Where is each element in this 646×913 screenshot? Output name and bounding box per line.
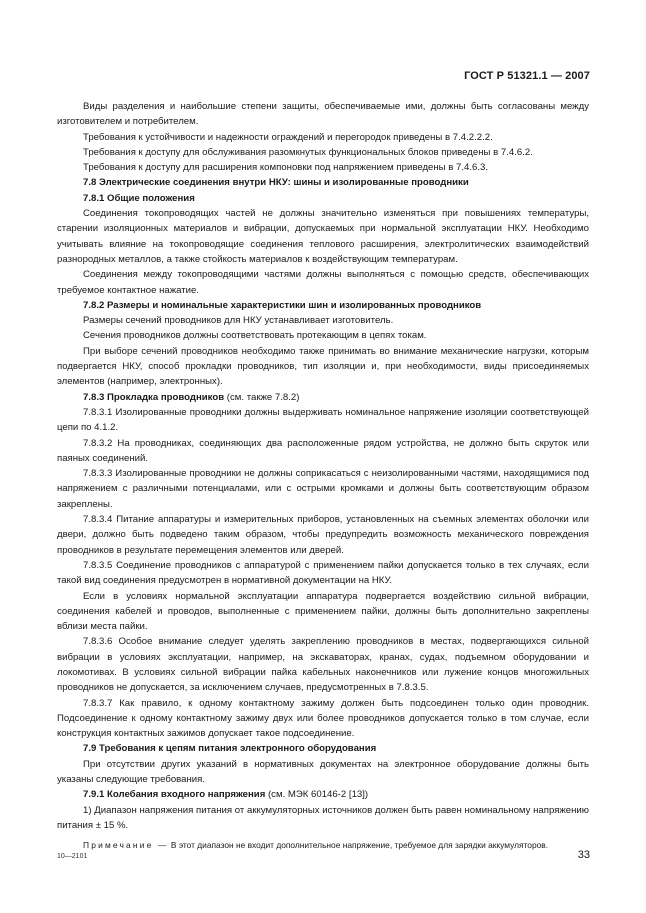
- page-content: [57, 99, 589, 852]
- paragraph: Требования к доступу для расширения компоновки под напряжением приведены в 7.4.6.3.: [83, 162, 488, 174]
- paragraph: 7.8.3.3 Изолированные проводники не должны соприкасаться с неизолированными частями, находящимися под напряжением с различными потенциалами, или с острыми кромками и должны быть соответствующим образом закреплены.: [57, 468, 589, 510]
- section-heading-7-8-1: 7.8.1 Общие положения: [83, 192, 195, 204]
- paragraph: При выборе сечений проводников необходимо также принимать во внимание механические нагрузки, которым подвергается НКУ, способ прокладки проводников, тип изоляции и, при необходимости, виды присоединяемых элементов (например, электронных).: [57, 345, 589, 388]
- paragraph: 1) Диапазон напряжения питания от аккумуляторных источников должен быть равен номинальному напряжению питания ± 15 %.: [57, 804, 589, 831]
- paragraph: Сечения проводников должны соответствовать протекающим в цепях токам.: [83, 330, 427, 342]
- page-number: 33: [577, 849, 590, 861]
- section-heading-7-9: 7.9 Требования к цепям питания электронного оборудования: [83, 743, 377, 755]
- section-heading-7-8-2: 7.8.2 Размеры и номинальные характеристики шин и изолированных проводников: [83, 299, 482, 311]
- heading-reference: (см. МЭК 60146-2 [13]): [265, 789, 369, 801]
- paragraph: 7.8.3.6 Особое внимание следует уделять закреплению проводников в местах, подвергающихся сильной вибрации в условиях эксплуатации, например, на экскаваторах, кранах, судах, подъемном оборудовании и локомотивах. В условиях сильной вибрации пайка кабельных наконечников или лужение концов многожильных проводников не допускается, за исключением случаев, предусмотренных в 7.8.3.5.: [57, 636, 589, 694]
- paragraph: При отсутствии других указаний в нормативных документах на электронное оборудование должны быть указаны следующие требования.: [57, 758, 589, 786]
- note: [57, 839, 589, 852]
- paragraph: 7.8.3.1 Изолированные проводники должны выдерживать номинальное напряжение изоляции соответствующей цепи по 4.1.2.: [57, 406, 589, 434]
- print-code: 10—2101: [57, 853, 88, 860]
- paragraph: Соединения между токопроводящими частями должны выполняться с помощью средств, обеспечивающих требуемое контактное нажатие.: [57, 269, 589, 296]
- section-heading-7-9-1: [57, 787, 589, 802]
- heading-bold-part: 7.9.1 Колебания входного напряжения: [83, 789, 266, 801]
- note-text: В этот диапазон не входит дополнительное напряжение, требуемое для зарядки аккумуляторов.: [168, 840, 549, 851]
- paragraph: 7.8.3.5 Соединение проводников с аппаратурой с применением пайки допускается только в тех случаях, если такой вид соединения предусмотрен в нормативной документации на НКУ.: [57, 559, 589, 587]
- paragraph: 7.8.3.2 На проводниках, соединяющих два расположенные рядом устройства, не должно быть скруток или паяных соединений.: [57, 437, 589, 464]
- paragraph: 7.8.3.4 Питание аппаратуры и измерительных приборов, установленных на съемных элементах оболочки или двери, должно быть подведено таким образом, чтобы предупредить возможность механического повреждения проводников в результате перемещения элементов или дверей.: [57, 514, 589, 556]
- paragraph: Виды разделения и наибольшие степени защиты, обеспечиваемые ими, должны быть согласованы между изготовителем и потребителем.: [57, 101, 589, 128]
- paragraph: Размеры сечений проводников для НКУ устанавливает изготовитель.: [83, 315, 394, 327]
- paragraph: Требования к устойчивости и надежности ограждений и перегородок приведены в 7.4.2.2.2.: [83, 131, 493, 143]
- section-heading-7-8: 7.8 Электрические соединения внутри НКУ: шины и изолированные проводники: [83, 177, 469, 189]
- paragraph: Если в условиях нормальной эксплуатации аппаратура подвергается воздействию сильной вибрации, соединения кабелей и проводов, выполненные с применением пайки, должны быть дополнительно закреплены вблизи места пайки.: [57, 590, 589, 633]
- paragraph: Требования к доступу для обслуживания разомкнутых функциональных блоков приведены в 7.4.6.2.: [83, 146, 533, 158]
- note-label: Примечание —: [83, 840, 169, 851]
- heading-bold-part: 7.8.3 Прокладка проводников: [83, 391, 225, 403]
- standard-header: ГОСТ Р 51321.1 — 2007: [464, 70, 590, 82]
- heading-reference: (см. также 7.8.2): [224, 391, 300, 403]
- paragraph: 7.8.3.7 Как правило, к одному контактному зажиму должен быть подсоединен только один проводник. Подсоединение к одному контактному зажиму двух или более проводников допускается только в том случае, если конструкция контактных зажимов допускает такое подсоединение.: [57, 697, 589, 740]
- paragraph: Соединения токопроводящих частей не должны значительно изменяться при повышениях температуры, старении изоляционных материалов и вибрации, допускаемых при нормальной эксплуатации НКУ. Необходимо учитывать влияние на токопроводящие соединения теплового расширения, электролитических взаимодействий разнородных металлов, а также стойкость материалов к воздействующим температурам.: [57, 208, 589, 265]
- section-heading-7-8-3: [57, 390, 589, 405]
